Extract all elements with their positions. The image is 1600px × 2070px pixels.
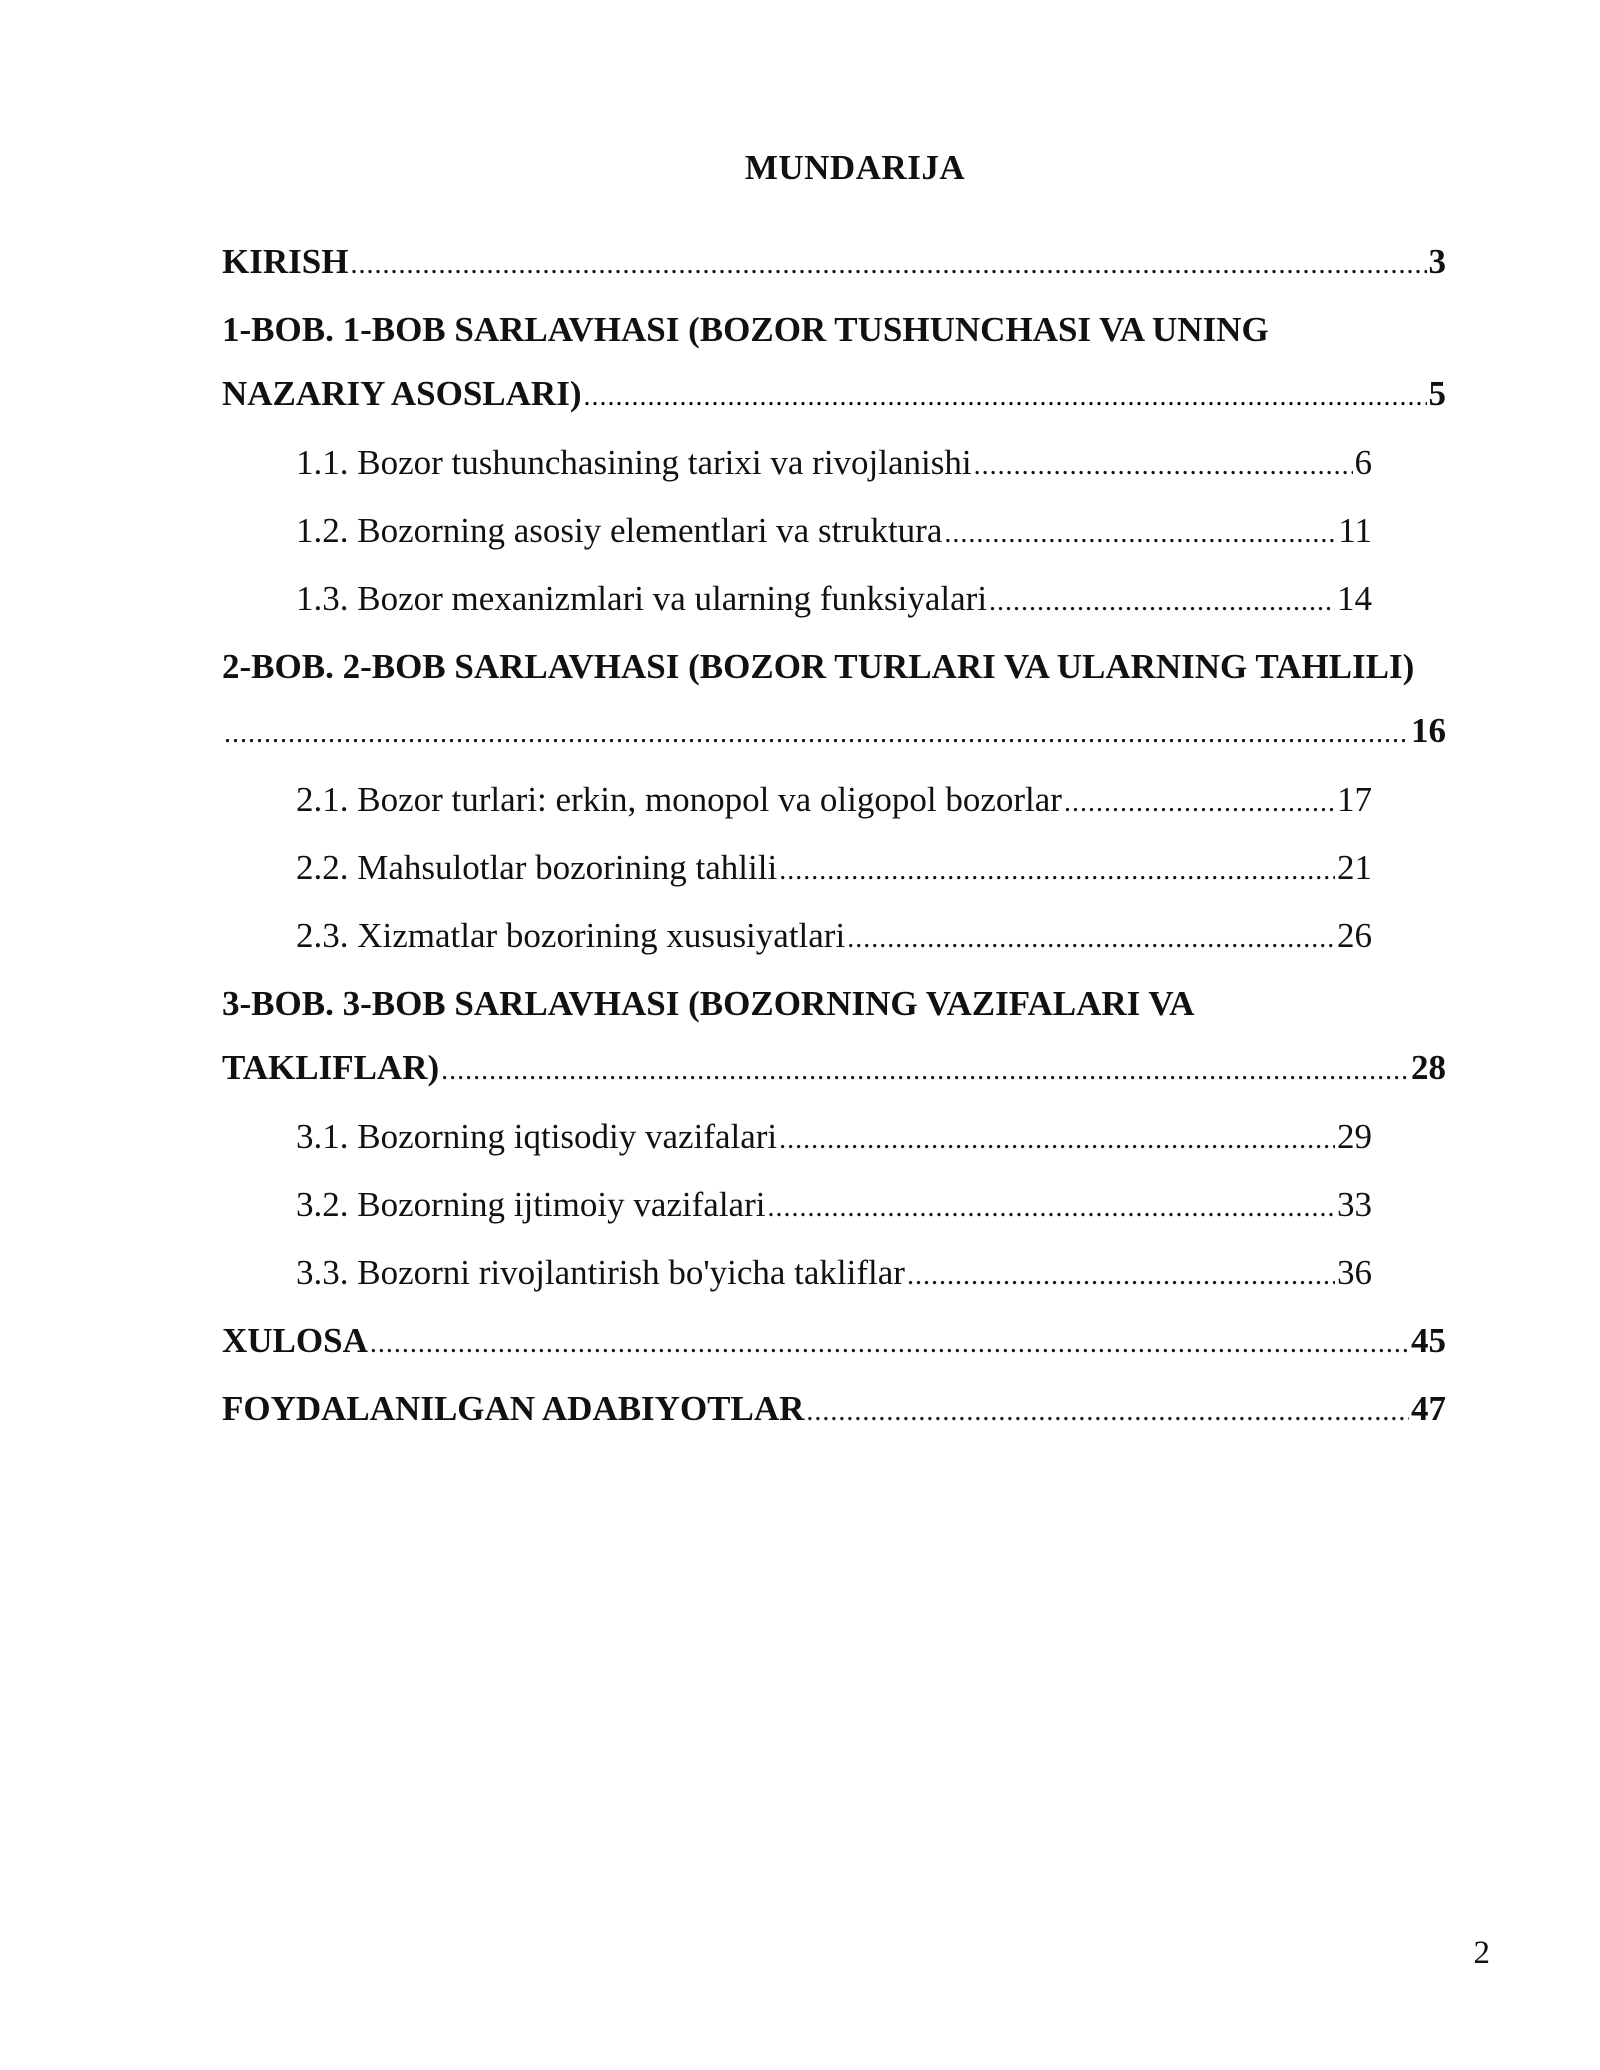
- toc-entry-page: 14: [1337, 579, 1372, 618]
- dot-leader: [350, 243, 1426, 287]
- toc-entry-label: 3.3. Bozorni rivojlantirish bo'yicha takliflar: [296, 1253, 905, 1292]
- toc-entry-page: 29: [1337, 1117, 1372, 1156]
- toc-entry-page: 36: [1337, 1253, 1372, 1292]
- toc-entry-label: 1.1. Bozor tushunchasining tarixi va rivojlanishi: [296, 443, 972, 482]
- toc-entry-label: TAKLIFLAR): [222, 1048, 440, 1087]
- toc-entry-section-2-2[interactable]: [296, 846, 1372, 893]
- toc-entry-page: 5: [1428, 374, 1446, 413]
- toc-entry-label: 2.1. Bozor turlari: erkin, monopol va oligopol bozorlar: [296, 780, 1062, 819]
- toc-entry-label: XULOSA: [222, 1321, 368, 1360]
- toc-entry-section-1-1[interactable]: [296, 441, 1372, 488]
- toc-entry-section-3-3[interactable]: [296, 1251, 1372, 1298]
- toc-entry-section-2-3[interactable]: [296, 914, 1372, 961]
- toc-entry-section-3-2[interactable]: [296, 1183, 1372, 1230]
- dot-leader: [370, 1322, 1409, 1366]
- toc-entry-label: 2.3. Xizmatlar bozorining xususiyatlari: [296, 916, 846, 955]
- dot-leader: [583, 375, 1426, 419]
- toc-entry-page: 26: [1337, 916, 1372, 955]
- dot-leader: [974, 444, 1353, 488]
- toc-entry-label: NAZARIY ASOSLARI): [222, 374, 582, 413]
- toc-entry-section-1-3[interactable]: [296, 577, 1372, 624]
- toc-entry-section-2-1[interactable]: [296, 778, 1372, 825]
- dot-leader: [441, 1049, 1409, 1093]
- toc-entry-label: 1.2. Bozorning asosiy elementlari va struktura: [296, 511, 943, 550]
- toc-entry-label: 1.3. Bozor mexanizmlari va ularning funksiyalari: [296, 579, 988, 618]
- dot-leader: [847, 917, 1335, 961]
- toc-entry-chapter-1[interactable]: [222, 372, 1446, 419]
- toc-entry-adabiyotlar[interactable]: [222, 1387, 1446, 1434]
- toc-chapter-2-title[interactable]: 2-BOB. 2-BOB SARLAVHASI (BOZOR TURLARI VA ULARNING TAHLILI): [222, 647, 1415, 686]
- dot-leader: [767, 1186, 1335, 1230]
- toc-chapter-1-title[interactable]: 1-BOB. 1-BOB SARLAVHASI (BOZOR TUSHUNCHASI VA UNING: [222, 310, 1269, 349]
- toc-entry-label: FOYDALANILGAN ADABIYOTLAR: [222, 1389, 805, 1428]
- toc-entry-page: 21: [1337, 848, 1372, 887]
- dot-leader: [779, 849, 1335, 893]
- toc-entry-page: 45: [1411, 1321, 1446, 1360]
- toc-entry-section-3-1[interactable]: [296, 1115, 1372, 1162]
- toc-entry-page: 16: [1411, 711, 1446, 750]
- toc-entry-page: 47: [1411, 1389, 1446, 1428]
- toc-entry-xulosa[interactable]: [222, 1319, 1446, 1366]
- toc-entry-label: 3.1. Bozorning iqtisodiy vazifalari: [296, 1117, 778, 1156]
- dot-leader: [907, 1254, 1335, 1298]
- page-title: MUNDARIJA: [744, 148, 966, 187]
- toc-entry-chapter-2[interactable]: [222, 709, 1446, 756]
- toc-chapter-3-title[interactable]: 3-BOB. 3-BOB SARLAVHASI (BOZORNING VAZIFALARI VA: [222, 984, 1195, 1023]
- toc-entry-page: 33: [1337, 1185, 1372, 1224]
- page-number: 2: [1473, 1935, 1490, 1971]
- toc-entry-page: 28: [1411, 1048, 1446, 1087]
- toc-entry-page: 3: [1428, 242, 1446, 281]
- toc-entry-label: 3.2. Bozorning ijtimoiy vazifalari: [296, 1185, 766, 1224]
- dot-leader: [779, 1118, 1335, 1162]
- toc-entry-chapter-3[interactable]: [222, 1046, 1446, 1093]
- toc-entry-label: 2.2. Mahsulotlar bozorining tahlili: [296, 848, 778, 887]
- toc-entry-page: 17: [1337, 780, 1372, 819]
- toc-entry-page: 6: [1354, 443, 1372, 482]
- dot-leader: [224, 712, 1409, 756]
- dot-leader: [806, 1390, 1409, 1434]
- toc-entry-label: KIRISH: [222, 242, 349, 281]
- toc-entry-kirish[interactable]: [222, 240, 1446, 287]
- dot-leader: [989, 580, 1335, 624]
- dot-leader: [944, 512, 1336, 556]
- toc-entry-page: 11: [1338, 511, 1372, 550]
- toc-entry-section-1-2[interactable]: [296, 509, 1372, 556]
- dot-leader: [1064, 781, 1335, 825]
